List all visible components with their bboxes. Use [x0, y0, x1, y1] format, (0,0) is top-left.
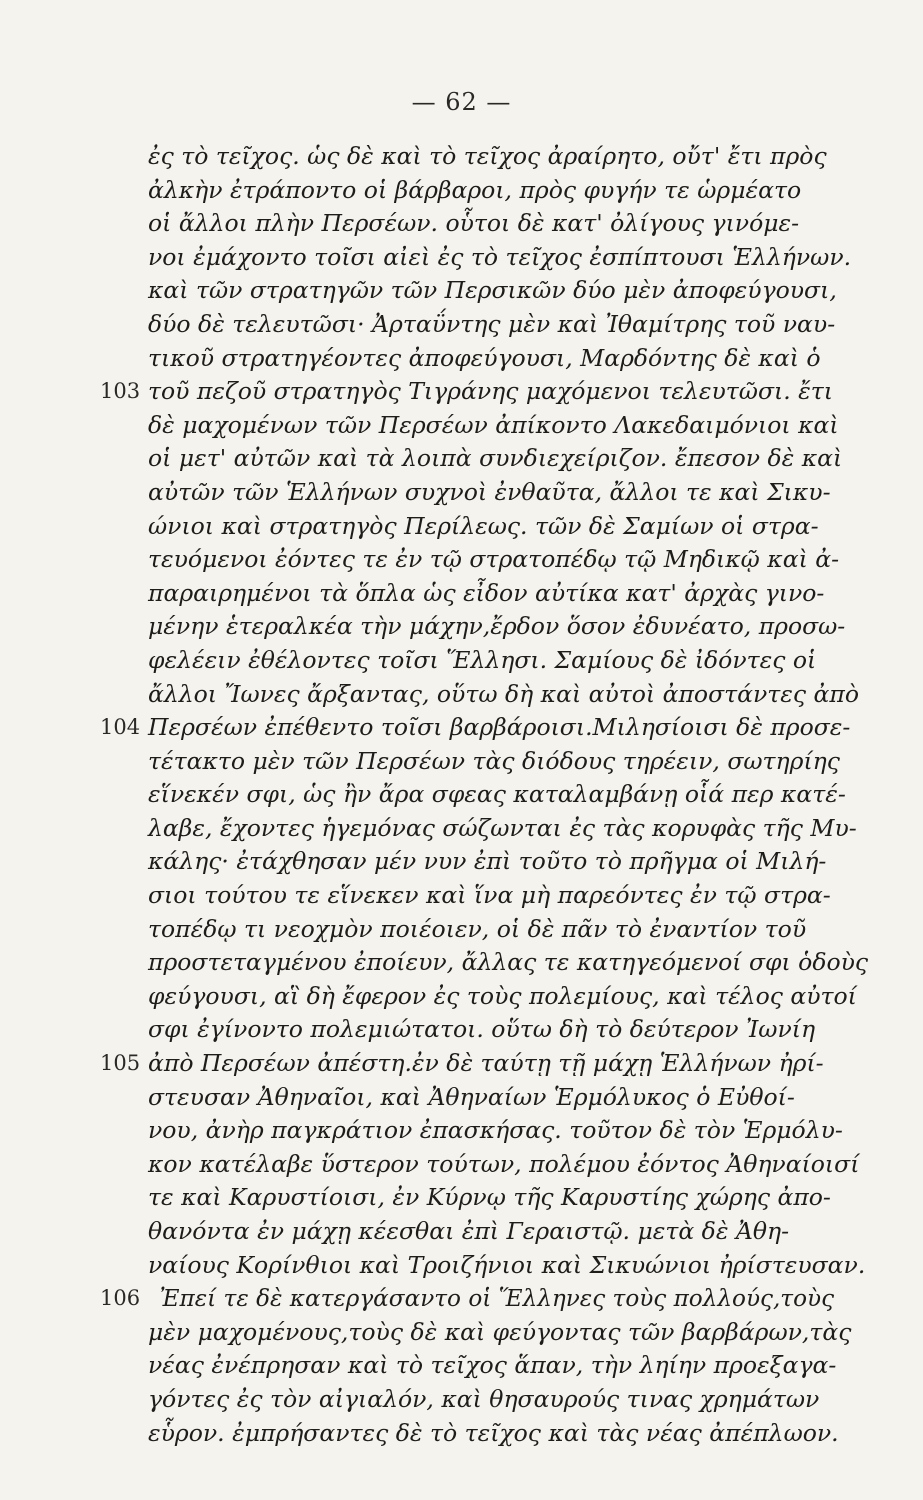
- text-line: [148, 207, 876, 241]
- text-line: [148, 913, 876, 947]
- line-text: Περσέων ἐπέθεντο τοῖσι βαρβάροισι.Μιλησίοισι δὲ προσε-: [148, 713, 851, 742]
- line-text: αὐτῶν τῶν Ἑλλήνων συχνοὶ ἐνθαῦτα, ἄλλοι τε καὶ Σικυ-: [148, 477, 831, 506]
- line-text: ἀλκὴν ἐτράποντο οἱ βάρβαροι, πρὸς φυγήν τε ὡρμέατο: [148, 175, 802, 204]
- section-number: 105: [100, 1051, 141, 1076]
- line-text: δύο δὲ τελευτῶσι· Ἀρταΰντης μὲν καὶ Ἰθαμίτρης τοῦ ναυ-: [148, 309, 836, 338]
- text-line: [148, 577, 876, 611]
- section-number: 104: [100, 715, 141, 740]
- line-text: θανόντα ἐν μάχῃ κέεσθαι ἐπὶ Γεραιστῷ. μετὰ δὲ Ἀθη-: [148, 1217, 790, 1245]
- text-line: [148, 476, 876, 510]
- text-line: [148, 409, 876, 443]
- line-text: φεύγουσι, αἳ δὴ ἔφερον ἐς τοὺς πολεμίους, καὶ τέλος αὐτοί: [148, 981, 857, 1010]
- text-line: [148, 140, 876, 174]
- line-text: κάλης· ἐτάχθησαν μέν νυν ἐπὶ τοῦτο τὸ πρῆγμα οἱ Μιλή-: [148, 847, 827, 876]
- text-line: [148, 745, 876, 779]
- text-line: [100, 711, 876, 745]
- text-block: [100, 140, 876, 1450]
- line-text: νοι ἐμάχοντο τοῖσι αἰεὶ ἐς τὸ τεῖχος ἐσπίπτουσι Ἑλλήνων.: [148, 242, 852, 271]
- text-line: [148, 1316, 876, 1350]
- text-line: [148, 778, 876, 812]
- line-text: παραιρημένοι τὰ ὅπλα ὡς εἶδον αὐτίκα κατ' ἀρχὰς γινο-: [148, 578, 825, 607]
- line-text: σφι ἐγίνοντο πολεμιώτατοι. οὕτω δὴ τὸ δεύτερον Ἰωνίη: [148, 1015, 816, 1044]
- text-line: [148, 1383, 876, 1417]
- text-line: [148, 442, 876, 476]
- text-line: [148, 342, 876, 376]
- text-line: [148, 274, 876, 308]
- text-line: [148, 1114, 876, 1148]
- line-text: οἱ μετ' αὐτῶν καὶ τὰ λοιπὰ συνδιεχείριζον. ἔπεσον δὲ καὶ: [148, 444, 843, 473]
- text-line: [148, 980, 876, 1014]
- text-line: [148, 1249, 876, 1283]
- text-line: [148, 879, 876, 913]
- text-line: [148, 1013, 876, 1047]
- text-line: [148, 308, 876, 342]
- text-line: [148, 678, 876, 712]
- line-text: ώνιοι καὶ στρατηγὸς Περίλεως. τῶν δὲ Σαμίων οἱ στρα-: [148, 511, 819, 540]
- section-number: 106: [100, 1286, 141, 1311]
- text-line: [148, 174, 876, 208]
- section-number: 103: [100, 379, 141, 404]
- line-text: νέας ἐνέπρησαν καὶ τὸ τεῖχος ἅπαν, τὴν ληίην προεξαγα-: [148, 1351, 837, 1380]
- line-text: νου, ἀνὴρ παγκράτιον ἐπασκήσας. τοῦτον δὲ τὸν Ἑρμόλυ-: [148, 1116, 843, 1145]
- line-text: γόντες ἐς τὸν αἰγιαλόν, καὶ θησαυρούς τινας χρημάτων: [148, 1384, 820, 1413]
- line-text: μένην ἑτεραλκέα τὴν μάχην,ἔρδον ὅσον ἐδυνέατο, προσω-: [148, 612, 846, 641]
- line-text: τοῦ πεζοῦ στρατηγὸς Τιγράνης μαχόμενοι τελευτῶσι. ἔτι: [148, 377, 833, 406]
- text-line: [148, 510, 876, 544]
- text-line: [148, 1215, 876, 1249]
- text-line: [100, 1047, 876, 1081]
- text-line: [148, 812, 876, 846]
- line-text: καὶ τῶν στρατηγῶν τῶν Περσικῶν δύο μὲν ἀποφεύγουσι,: [148, 276, 837, 305]
- line-text: δὲ μαχομένων τῶν Περσέων ἀπίκοντο Λακεδαιμόνιοι καὶ: [148, 410, 839, 439]
- line-text: σιοι τούτου τε εἵνεκεν καὶ ἵνα μὴ παρεόντες ἐν τῷ στρα-: [148, 881, 831, 910]
- line-text: εὗρον. ἐμπρήσαντες δὲ τὸ τεῖχος καὶ τὰς νέας ἀπέπλωον.: [148, 1418, 839, 1447]
- text-line: [148, 1148, 876, 1182]
- page-number: — 62 —: [411, 88, 512, 116]
- line-text: τέτακτο μὲν τῶν Περσέων τὰς διόδους τηρέειν, σωτηρίης: [148, 746, 840, 775]
- line-text: τικοῦ στρατηγέοντες ἀποφεύγουσι, Μαρδόντης δὲ καὶ ὁ: [148, 343, 821, 372]
- line-text: ναίους Κορίνθιοι καὶ Τροιζήνιοι καὶ Σικυώνιοι ἠρίστευσαν.: [148, 1250, 866, 1279]
- line-text: Ἐπεί τε δὲ κατεργάσαντο οἱ Ἕλληνες τοὺς πολλούς,τοὺς: [159, 1284, 835, 1313]
- line-text: ἄλλοι Ἴωνες ἄρξαντας, οὕτω δὴ καὶ αὐτοὶ ἀποστάντες ἀπὸ: [148, 679, 859, 708]
- text-line: [148, 1417, 876, 1451]
- line-text: εἵνεκέν σφι, ὡς ἢν ἄρα σφεας καταλαμβάνῃ οἷά περ κατέ-: [148, 780, 846, 809]
- text-line: [148, 610, 876, 644]
- line-text: τε καὶ Καρυστίοισι, ἐν Κύρνῳ τῆς Καρυστίης χώρης ἀπο-: [148, 1183, 831, 1212]
- line-text: τευόμενοι ἐόντες τε ἐν τῷ στρατοπέδῳ τῷ Μηδικῷ καὶ ἀ-: [148, 545, 840, 574]
- line-text: στευσαν Ἀθηναῖοι, καὶ Ἀθηναίων Ἑρμόλυκος ὁ Εὐθοί-: [148, 1082, 795, 1111]
- line-text: τοπέδῳ τι νεοχμὸν ποιέοιεν, οἱ δὲ πᾶν τὸ ἐναντίον τοῦ: [148, 914, 807, 943]
- text-line: [148, 1081, 876, 1115]
- line-text: οἱ ἄλλοι πλὴν Περσέων. οὗτοι δὲ κατ' ὀλίγους γινόμε-: [148, 209, 800, 238]
- text-line: [100, 375, 876, 409]
- line-text: κον κατέλαβε ὕστερον τούτων, πολέμου ἐόντος Ἀθηναίοισί: [148, 1149, 860, 1178]
- text-line: [100, 1282, 876, 1316]
- line-text: φελέειν ἐθέλοντες τοῖσι Ἕλλησι. Σαμίους δὲ ἰδόντες οἱ: [148, 645, 817, 674]
- text-line: [148, 946, 876, 980]
- text-line: [148, 845, 876, 879]
- line-text: ἀπὸ Περσέων ἀπέστη.ἐν δὲ ταύτῃ τῇ μάχῃ Ἑλλήνων ἠρί-: [148, 1049, 824, 1078]
- line-text: ἐς τὸ τεῖχος. ὡς δὲ καὶ τὸ τεῖχος ἀραίρητο, οὔτ' ἔτι πρὸς: [148, 142, 827, 170]
- text-line: [148, 543, 876, 577]
- line-text: λαβε, ἔχοντες ἡγεμόνας σώζωνται ἐς τὰς κορυφὰς τῆς Μυ-: [148, 813, 857, 842]
- text-line: [148, 1181, 876, 1215]
- line-text: προστεταγμένου ἐποίευν, ἄλλας τε κατηγεόμενοί σφι ὁδοὺς: [148, 948, 869, 977]
- text-line: [148, 241, 876, 275]
- text-line: [148, 644, 876, 678]
- text-line: [148, 1349, 876, 1383]
- line-text: μὲν μαχομένους,τοὺς δὲ καὶ φεύγοντας τῶν βαρβάρων,τὰς: [148, 1317, 852, 1346]
